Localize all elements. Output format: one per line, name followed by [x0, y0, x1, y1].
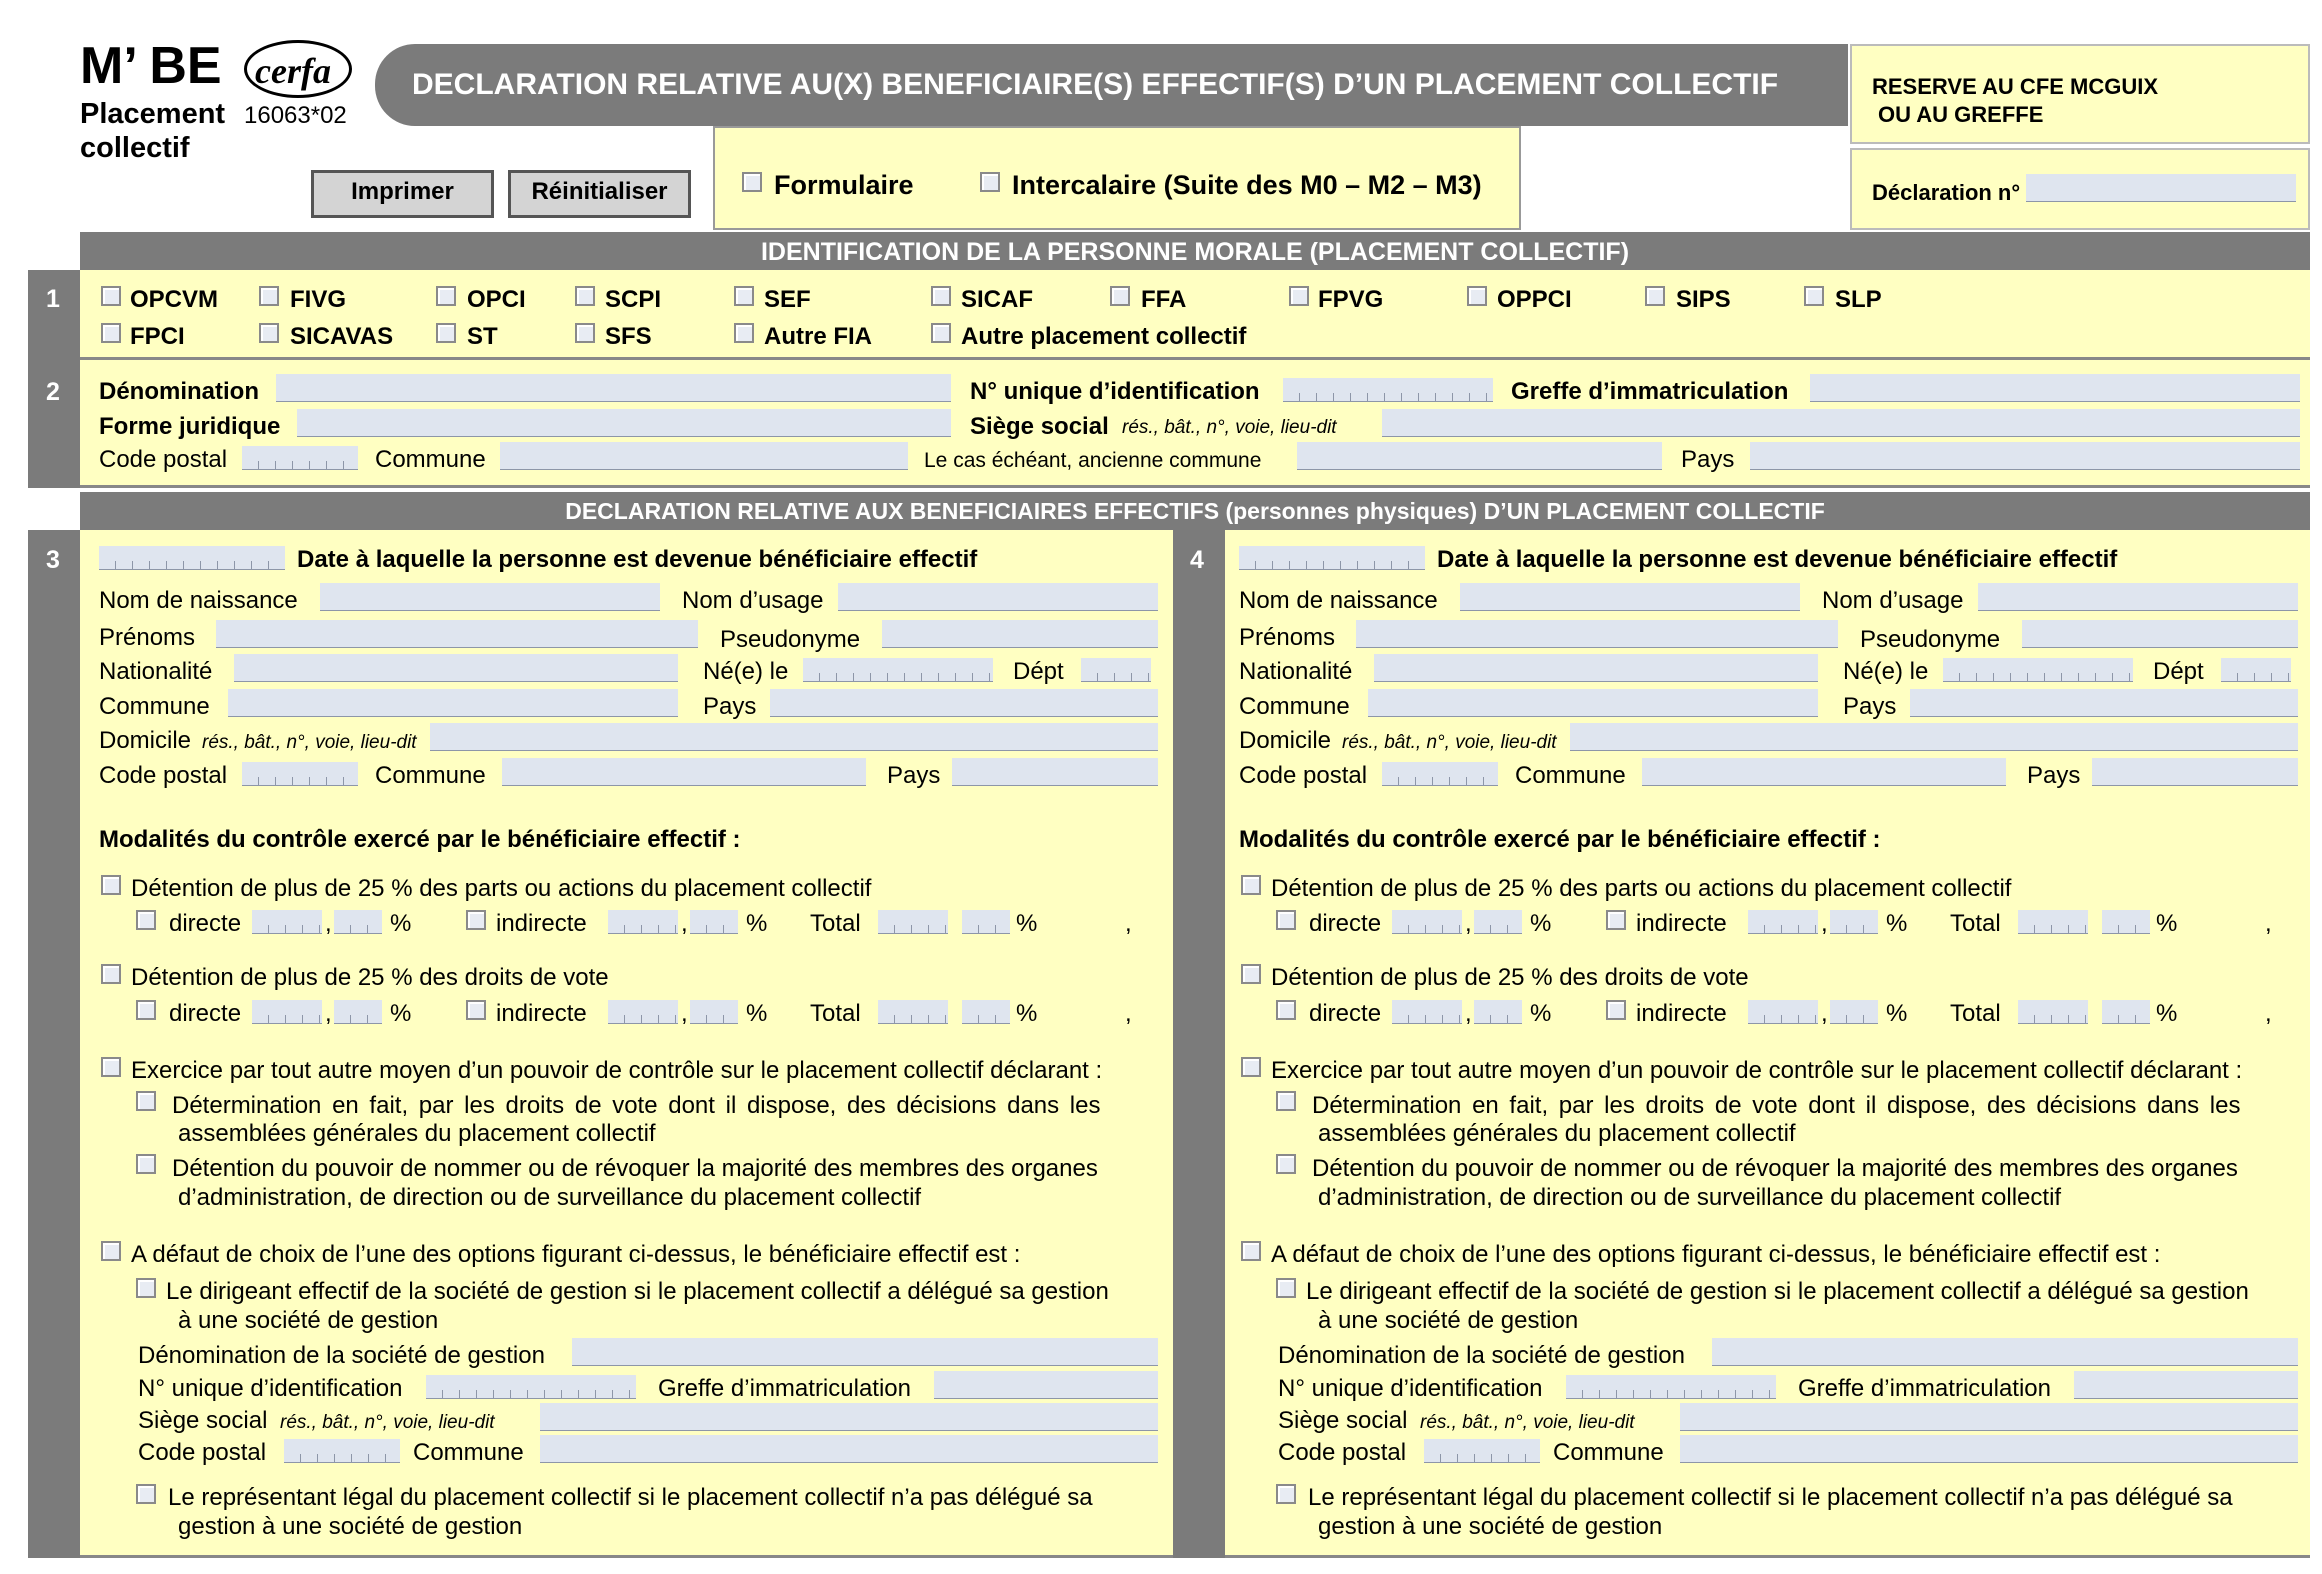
- b2-pays-field[interactable]: [1910, 689, 2298, 717]
- b1-detention-parts-checkbox[interactable]: [101, 875, 121, 895]
- entity-commune-label: Commune: [375, 446, 486, 473]
- formulaire-checkbox[interactable]: [742, 172, 762, 192]
- b2-determination-checkbox[interactable]: [1276, 1091, 1296, 1111]
- intercalaire-checkbox[interactable]: [980, 172, 1000, 192]
- entity-pays-field[interactable]: [1750, 442, 2300, 470]
- b2-date-label: Date à laquelle la personne est devenue bénéficiaire effectif: [1437, 546, 2118, 573]
- b1-votes-indirecte-pct: %: [746, 1000, 768, 1027]
- b2-votes-directe-int[interactable]: [1392, 1000, 1462, 1024]
- b1-parts-directe-checkbox[interactable]: [136, 910, 156, 930]
- b1-parts-indirecte-pct: %: [746, 910, 768, 937]
- b2-parts-indirecte-pct: %: [1886, 910, 1908, 937]
- b1-code-postal-label: Code postal: [99, 762, 228, 789]
- b1-votes-directe-comma: ,: [325, 1000, 332, 1027]
- entity-commune-field[interactable]: [500, 442, 908, 470]
- b2-votes-total-label: Total: [1950, 1000, 2001, 1027]
- b1-pouvoir-line2: d’administration, de direction ou de surveillance du placement collectif: [178, 1184, 922, 1211]
- declaration-number-field[interactable]: [2026, 174, 2296, 202]
- type-autre-fia: Autre FIA: [764, 323, 872, 350]
- b1-detention-votes-checkbox[interactable]: [101, 964, 121, 984]
- b2-defaut-checkbox[interactable]: [1241, 1241, 1261, 1261]
- type-sfs-checkbox[interactable]: [575, 323, 595, 343]
- b2-dirigeant-line1: Le dirigeant effectif de la société de gestion si le placement collectif a délégué sa gestion: [1306, 1278, 2249, 1305]
- b2-exercice-checkbox[interactable]: [1241, 1057, 1261, 1077]
- b1-votes-total-int[interactable]: [878, 1000, 948, 1024]
- b2-nationalite-field[interactable]: [1374, 654, 1818, 682]
- b1-domicile-hint: rés., bât., n°, voie, lieu-dit: [202, 732, 417, 753]
- entity-siege-hint: rés., bât., n°, voie, lieu-dit: [1122, 417, 1337, 438]
- b2-nom-naissance-label: Nom de naissance: [1239, 587, 1438, 614]
- b2-prenoms-label: Prénoms: [1239, 624, 1336, 651]
- type-scpi: SCPI: [605, 286, 662, 313]
- b1-commune-field[interactable]: [228, 689, 678, 717]
- entity-code-postal-field[interactable]: [242, 446, 358, 470]
- entity-pays-label: Pays: [1681, 446, 1735, 473]
- b1-representant-checkbox[interactable]: [136, 1484, 156, 1504]
- b1-pseudonyme-label: Pseudonyme: [720, 626, 861, 653]
- type-fpci-checkbox[interactable]: [101, 323, 121, 343]
- b1-votes-total-comma: ,: [1125, 1000, 1132, 1027]
- b2-representant-checkbox[interactable]: [1276, 1484, 1296, 1504]
- b1-parts-directe-dec[interactable]: [334, 910, 382, 934]
- b2-commune-field[interactable]: [1368, 689, 1818, 717]
- b2-nationalite-label: Nationalité: [1239, 658, 1353, 685]
- b1-parts-indirecte-checkbox[interactable]: [466, 910, 486, 930]
- b1-commune-societe-field[interactable]: [540, 1435, 1158, 1463]
- type-st: ST: [467, 323, 498, 350]
- b2-nom-usage-label: Nom d’usage: [1822, 587, 1964, 614]
- b1-date-field[interactable]: [99, 546, 285, 570]
- b1-ne-le-label: Né(e) le: [703, 658, 789, 685]
- b2-parts-indirecte-dec[interactable]: [1830, 910, 1878, 934]
- b2-pouvoir-checkbox[interactable]: [1276, 1154, 1296, 1174]
- row2-number: 2: [46, 378, 60, 406]
- b2-pseudonyme-field[interactable]: [2022, 620, 2298, 648]
- b2-parts-total-dec[interactable]: [2102, 910, 2150, 934]
- b1-pays-field[interactable]: [770, 689, 1158, 717]
- b2-parts-total-int[interactable]: [2018, 910, 2088, 934]
- b1-defaut-checkbox[interactable]: [101, 1241, 121, 1261]
- type-opci-checkbox[interactable]: [436, 286, 456, 306]
- b2-siege-label: Siège social: [1278, 1407, 1408, 1434]
- b1-votes-indirecte-comma: ,: [681, 1000, 688, 1027]
- b2-dept-field[interactable]: [2221, 658, 2291, 682]
- type-autre-placement-checkbox[interactable]: [931, 323, 951, 343]
- b2-detention-parts-checkbox[interactable]: [1241, 875, 1261, 895]
- row4-number: 4: [1190, 546, 1204, 574]
- entity-denomination-label: Dénomination: [99, 378, 259, 405]
- type-fivg: FIVG: [290, 286, 347, 313]
- b1-siege-hint: rés., bât., n°, voie, lieu-dit: [280, 1412, 495, 1433]
- b1-commune2-field[interactable]: [502, 758, 866, 786]
- b2-votes-total-int[interactable]: [2018, 1000, 2088, 1024]
- b2-pays2-label: Pays: [2027, 762, 2081, 789]
- b1-parts-indirecte-comma: ,: [681, 910, 688, 937]
- b2-votes-directe-comma: ,: [1465, 1000, 1472, 1027]
- b2-ne-le-field[interactable]: [1943, 658, 2133, 682]
- b2-denom-societe-label: Dénomination de la société de gestion: [1278, 1342, 1685, 1369]
- b2-siege-field[interactable]: [1680, 1403, 2298, 1431]
- b1-nom-naissance-label: Nom de naissance: [99, 587, 298, 614]
- b2-votes-indirecte-checkbox[interactable]: [1606, 1000, 1626, 1020]
- b1-parts-directe-int[interactable]: [252, 910, 322, 934]
- b2-votes-directe-pct: %: [1530, 1000, 1552, 1027]
- b2-siege-hint: rés., bât., n°, voie, lieu-dit: [1420, 1412, 1635, 1433]
- b1-siege-field[interactable]: [540, 1403, 1158, 1431]
- type-sips: SIPS: [1676, 286, 1731, 313]
- entity-ancienne-field[interactable]: [1297, 442, 1662, 470]
- entity-numero-label: N° unique d’identification: [970, 378, 1260, 405]
- b1-votes-directe-checkbox[interactable]: [136, 1000, 156, 1020]
- b2-commune-societe-field[interactable]: [1680, 1435, 2298, 1463]
- b2-dirigeant-line2: à une société de gestion: [1318, 1307, 1579, 1334]
- b2-representant-line2: gestion à une société de gestion: [1318, 1513, 1663, 1540]
- b1-detention-votes-label: Détention de plus de 25 % des droits de vote: [131, 964, 609, 991]
- type-oppci: OPPCI: [1497, 286, 1572, 313]
- b2-parts-total-comma: ,: [2265, 910, 2272, 937]
- b1-votes-indirecte-dec[interactable]: [690, 1000, 738, 1024]
- type-fpci: FPCI: [130, 323, 185, 350]
- b1-pseudonyme-field[interactable]: [882, 620, 1158, 648]
- b2-votes-indirecte-pct: %: [1886, 1000, 1908, 1027]
- b1-parts-total-dec[interactable]: [962, 910, 1010, 934]
- b1-detention-parts-label: Détention de plus de 25 % des parts ou actions du placement collectif: [131, 875, 872, 902]
- b2-parts-directe-label: directe: [1309, 910, 1382, 937]
- b2-determination-line1: Détermination en fait, par les droits de vote dont il dispose, des décisions dans les: [1312, 1092, 2241, 1119]
- type-st-checkbox[interactable]: [436, 323, 456, 343]
- b1-votes-total-label: Total: [810, 1000, 861, 1027]
- b1-representant-line2: gestion à une société de gestion: [178, 1513, 523, 1540]
- b1-numero-label: N° unique d’identification: [138, 1375, 403, 1402]
- type-oppci-checkbox[interactable]: [1467, 286, 1487, 306]
- b2-domicile-field[interactable]: [1570, 723, 2298, 751]
- b2-greffe-field[interactable]: [2074, 1371, 2298, 1399]
- b1-dept-label: Dépt: [1013, 658, 1064, 685]
- b2-nom-naissance-field[interactable]: [1460, 583, 1800, 611]
- b1-parts-indirecte-dec[interactable]: [690, 910, 738, 934]
- b2-numero-label: N° unique d’identification: [1278, 1375, 1543, 1402]
- row1-number-bar: [28, 270, 80, 360]
- b1-votes-directe-pct: %: [390, 1000, 412, 1027]
- b2-defaut-label: A défaut de choix de l’une des options figurant ci-dessus, le bénéficiaire effectif est :: [1271, 1241, 2161, 1268]
- entity-greffe-field[interactable]: [1810, 374, 2300, 402]
- type-slp-checkbox[interactable]: [1804, 286, 1824, 306]
- b1-modalites-heading: Modalités du contrôle exercé par le bénéficiaire effectif :: [99, 826, 741, 853]
- b1-greffe-field[interactable]: [934, 1371, 1158, 1399]
- b2-votes-total-dec[interactable]: [2102, 1000, 2150, 1024]
- type-sicaf-checkbox[interactable]: [931, 286, 951, 306]
- b2-votes-total-pct: %: [2156, 1000, 2178, 1027]
- b1-pays2-label: Pays: [887, 762, 941, 789]
- entity-denomination-field[interactable]: [276, 374, 951, 402]
- type-sef: SEF: [764, 286, 811, 313]
- b1-nationalite-label: Nationalité: [99, 658, 213, 685]
- b1-pouvoir-checkbox[interactable]: [136, 1154, 156, 1174]
- type-opcvm: OPCVM: [130, 286, 219, 313]
- b2-commune-societe-label: Commune: [1553, 1439, 1664, 1466]
- type-slp: SLP: [1835, 286, 1882, 313]
- b1-determination-line1: Détermination en fait, par les droits de vote dont il dispose, des décisions dans les: [172, 1092, 1101, 1119]
- section1-title: IDENTIFICATION DE LA PERSONNE MORALE (PLACEMENT COLLECTIF): [760, 238, 1630, 266]
- b2-cp-societe-label: Code postal: [1278, 1439, 1407, 1466]
- b1-votes-directe-dec[interactable]: [334, 1000, 382, 1024]
- b2-parts-total-pct: %: [2156, 910, 2178, 937]
- b2-numero-field[interactable]: [1566, 1375, 1776, 1399]
- b2-votes-indirecte-comma: ,: [1821, 1000, 1828, 1027]
- b2-parts-indirecte-int[interactable]: [1748, 910, 1818, 934]
- cerfa-number: 16063*02: [244, 102, 347, 129]
- b2-pays2-field[interactable]: [2092, 758, 2298, 786]
- b2-nom-usage-field[interactable]: [1978, 583, 2298, 611]
- b2-votes-directe-dec[interactable]: [1474, 1000, 1522, 1024]
- type-sicaf: SICAF: [961, 286, 1033, 313]
- b2-votes-indirecte-label: indirecte: [1636, 1000, 1727, 1027]
- section2-title: DECLARATION RELATIVE AUX BENEFICIAIRES EFFECTIFS (personnes physiques) D’UN PLACEMENT COLLECTIF: [565, 498, 1825, 524]
- b1-cp-societe-field[interactable]: [284, 1439, 400, 1463]
- b1-greffe-label: Greffe d’immatriculation: [658, 1375, 911, 1402]
- type-ffa-checkbox[interactable]: [1110, 286, 1130, 306]
- b2-votes-indirecte-dec[interactable]: [1830, 1000, 1878, 1024]
- type-fpvg-checkbox[interactable]: [1289, 286, 1309, 306]
- b2-votes-directe-checkbox[interactable]: [1276, 1000, 1296, 1020]
- b1-parts-directe-pct: %: [390, 910, 412, 937]
- row1-number: 1: [46, 285, 60, 313]
- b1-nom-usage-field[interactable]: [838, 583, 1158, 611]
- type-fpvg: FPVG: [1318, 286, 1384, 313]
- b1-nationalite-field[interactable]: [234, 654, 678, 682]
- b1-commune-label: Commune: [99, 693, 210, 720]
- type-fivg-checkbox[interactable]: [259, 286, 279, 306]
- reset-button[interactable]: Réinitialiser: [508, 170, 691, 218]
- b1-prenoms-label: Prénoms: [99, 624, 196, 651]
- reserve-line-1: RESERVE AU CFE MCGUIX: [1872, 74, 2159, 99]
- b1-pouvoir-line1: Détention du pouvoir de nommer ou de révoquer la majorité des membres des organes: [172, 1155, 1098, 1182]
- b2-ne-le-label: Né(e) le: [1843, 658, 1929, 685]
- b2-parts-indirecte-comma: ,: [1821, 910, 1828, 937]
- b1-votes-indirecte-label: indirecte: [496, 1000, 587, 1027]
- form-sub-2: collectif: [80, 132, 190, 164]
- b2-parts-total-label: Total: [1950, 910, 2001, 937]
- entity-greffe-label: Greffe d’immatriculation: [1511, 378, 1789, 405]
- b1-pays2-field[interactable]: [952, 758, 1158, 786]
- form-sub-1: Placement: [80, 98, 226, 130]
- type-sips-checkbox[interactable]: [1645, 286, 1665, 306]
- b2-code-postal-label: Code postal: [1239, 762, 1368, 789]
- b2-parts-indirecte-checkbox[interactable]: [1606, 910, 1626, 930]
- intercalaire-label: Intercalaire (Suite des M0 – M2 – M3): [1012, 170, 1482, 200]
- b1-commune2-label: Commune: [375, 762, 486, 789]
- type-opci: OPCI: [467, 286, 526, 313]
- b2-votes-total-comma: ,: [2265, 1000, 2272, 1027]
- b1-prenoms-field[interactable]: [216, 620, 698, 648]
- b2-votes-indirecte-int[interactable]: [1748, 1000, 1818, 1024]
- b1-parts-indirecte-label: indirecte: [496, 910, 587, 937]
- b1-parts-indirecte-int[interactable]: [608, 910, 678, 934]
- b1-parts-directe-comma: ,: [325, 910, 332, 937]
- entity-numero-field[interactable]: [1283, 378, 1493, 402]
- row3-number: 3: [46, 546, 60, 574]
- b2-denom-societe-field[interactable]: [1712, 1338, 2298, 1366]
- b2-parts-directe-int[interactable]: [1392, 910, 1462, 934]
- reserve-line-2: OU AU GREFFE: [1878, 102, 2044, 127]
- b2-votes-directe-label: directe: [1309, 1000, 1382, 1027]
- type-sicavas: SICAVAS: [290, 323, 394, 350]
- b1-denom-societe-field[interactable]: [572, 1338, 1158, 1366]
- type-sfs: SFS: [605, 323, 652, 350]
- b1-representant-line1: Le représentant légal du placement collectif si le placement collectif n’a pas délégué sa: [168, 1484, 1093, 1511]
- b2-pouvoir-line1: Détention du pouvoir de nommer ou de révoquer la majorité des membres des organes: [1312, 1155, 2238, 1182]
- b2-pays-label: Pays: [1843, 693, 1897, 720]
- b1-votes-directe-int[interactable]: [252, 1000, 322, 1024]
- b2-exercice-label: Exercice par tout autre moyen d’un pouvoir de contrôle sur le placement collectif déclarant :: [1271, 1057, 2243, 1084]
- b1-cp-societe-label: Code postal: [138, 1439, 267, 1466]
- b2-cp-societe-field[interactable]: [1424, 1439, 1540, 1463]
- b2-greffe-label: Greffe d’immatriculation: [1798, 1375, 2051, 1402]
- b2-pouvoir-line2: d’administration, de direction ou de surveillance du placement collectif: [1318, 1184, 2062, 1211]
- b1-denom-societe-label: Dénomination de la société de gestion: [138, 1342, 545, 1369]
- b1-parts-total-int[interactable]: [878, 910, 948, 934]
- b2-modalites-heading: Modalités du contrôle exercé par le bénéficiaire effectif :: [1239, 826, 1881, 853]
- row4-number-bar: [1173, 530, 1225, 1558]
- b1-numero-field[interactable]: [426, 1375, 636, 1399]
- b1-parts-directe-label: directe: [169, 910, 242, 937]
- formulaire-label: Formulaire: [774, 170, 914, 200]
- type-opcvm-checkbox[interactable]: [101, 286, 121, 306]
- cerfa-logo: cerfa: [244, 40, 352, 98]
- b1-domicile-label: Domicile: [99, 727, 192, 754]
- b2-date-field[interactable]: [1239, 546, 1425, 570]
- entity-code-postal-label: Code postal: [99, 446, 228, 473]
- row3-number-bar: [28, 530, 80, 1558]
- type-autre-placement: Autre placement collectif: [961, 323, 1247, 350]
- b1-nom-usage-label: Nom d’usage: [682, 587, 824, 614]
- form-title: DECLARATION RELATIVE AU(X) BENEFICIAIRE(S) EFFECTIF(S) D’UN PLACEMENT COLLECTIF: [412, 68, 1779, 101]
- b1-votes-total-dec[interactable]: [962, 1000, 1010, 1024]
- b2-determination-line2: assemblées générales du placement collectif: [1318, 1120, 1796, 1147]
- b1-exercice-checkbox[interactable]: [101, 1057, 121, 1077]
- declaration-label: Déclaration n°: [1872, 180, 2021, 205]
- type-sef-checkbox[interactable]: [734, 286, 754, 306]
- b2-code-postal-field[interactable]: [1382, 762, 1498, 786]
- print-button[interactable]: Imprimer: [311, 170, 494, 218]
- b2-commune-label: Commune: [1239, 693, 1350, 720]
- entity-ancienne-label: Le cas échéant, ancienne commune: [924, 449, 1262, 472]
- b2-parts-directe-dec[interactable]: [1474, 910, 1522, 934]
- b1-domicile-field[interactable]: [430, 723, 1158, 751]
- b1-siege-label: Siège social: [138, 1407, 268, 1434]
- b1-parts-total-pct: %: [1016, 910, 1038, 937]
- b1-dirigeant-checkbox[interactable]: [136, 1278, 156, 1298]
- b1-votes-total-pct: %: [1016, 1000, 1038, 1027]
- b1-nom-naissance-field[interactable]: [320, 583, 660, 611]
- entity-siege-label: Siège social: [970, 413, 1109, 440]
- b1-votes-directe-label: directe: [169, 1000, 242, 1027]
- b1-determination-checkbox[interactable]: [136, 1091, 156, 1111]
- b1-pays-label: Pays: [703, 693, 757, 720]
- b2-domicile-label: Domicile: [1239, 727, 1332, 754]
- b1-parts-total-label: Total: [810, 910, 861, 937]
- b1-exercice-label: Exercice par tout autre moyen d’un pouvoir de contrôle sur le placement collectif déclarant :: [131, 1057, 1103, 1084]
- b2-detention-parts-label: Détention de plus de 25 % des parts ou actions du placement collectif: [1271, 875, 2012, 902]
- b2-detention-votes-checkbox[interactable]: [1241, 964, 1261, 984]
- b1-dirigeant-line2: à une société de gestion: [178, 1307, 439, 1334]
- type-sicavas-checkbox[interactable]: [259, 323, 279, 343]
- type-ffa: FFA: [1141, 286, 1187, 313]
- b2-parts-directe-checkbox[interactable]: [1276, 910, 1296, 930]
- b2-dept-label: Dépt: [2153, 658, 2204, 685]
- type-scpi-checkbox[interactable]: [575, 286, 595, 306]
- b2-parts-indirecte-label: indirecte: [1636, 910, 1727, 937]
- entity-forme-field[interactable]: [297, 409, 951, 437]
- b2-representant-line1: Le représentant légal du placement collectif si le placement collectif n’a pas délégué sa: [1308, 1484, 2233, 1511]
- type-autre-fia-checkbox[interactable]: [734, 323, 754, 343]
- b1-date-label: Date à laquelle la personne est devenue bénéficiaire effectif: [297, 546, 978, 573]
- b2-pseudonyme-label: Pseudonyme: [1860, 626, 2001, 653]
- entity-forme-label: Forme juridique: [99, 413, 281, 440]
- b2-commune2-label: Commune: [1515, 762, 1626, 789]
- b1-code-postal-field[interactable]: [242, 762, 358, 786]
- b2-dirigeant-checkbox[interactable]: [1276, 1278, 1296, 1298]
- b2-domicile-hint: rés., bât., n°, voie, lieu-dit: [1342, 732, 1557, 753]
- b1-defaut-label: A défaut de choix de l’une des options figurant ci-dessus, le bénéficiaire effectif est :: [131, 1241, 1021, 1268]
- b1-votes-indirecte-checkbox[interactable]: [466, 1000, 486, 1020]
- b1-ne-le-field[interactable]: [803, 658, 993, 682]
- form-code: M’ BE: [80, 37, 222, 95]
- b1-dept-field[interactable]: [1081, 658, 1151, 682]
- b2-parts-directe-comma: ,: [1465, 910, 1472, 937]
- b1-votes-indirecte-int[interactable]: [608, 1000, 678, 1024]
- b2-prenoms-field[interactable]: [1356, 620, 1838, 648]
- b1-parts-total-comma: ,: [1125, 910, 1132, 937]
- b1-determination-line2: assemblées générales du placement collectif: [178, 1120, 656, 1147]
- b2-commune2-field[interactable]: [1642, 758, 2006, 786]
- b2-parts-directe-pct: %: [1530, 910, 1552, 937]
- entity-siege-field[interactable]: [1382, 409, 2300, 437]
- b1-dirigeant-line1: Le dirigeant effectif de la société de gestion si le placement collectif a délégué sa gestion: [166, 1278, 1109, 1305]
- b1-commune-societe-label: Commune: [413, 1439, 524, 1466]
- b2-detention-votes-label: Détention de plus de 25 % des droits de vote: [1271, 964, 1749, 991]
